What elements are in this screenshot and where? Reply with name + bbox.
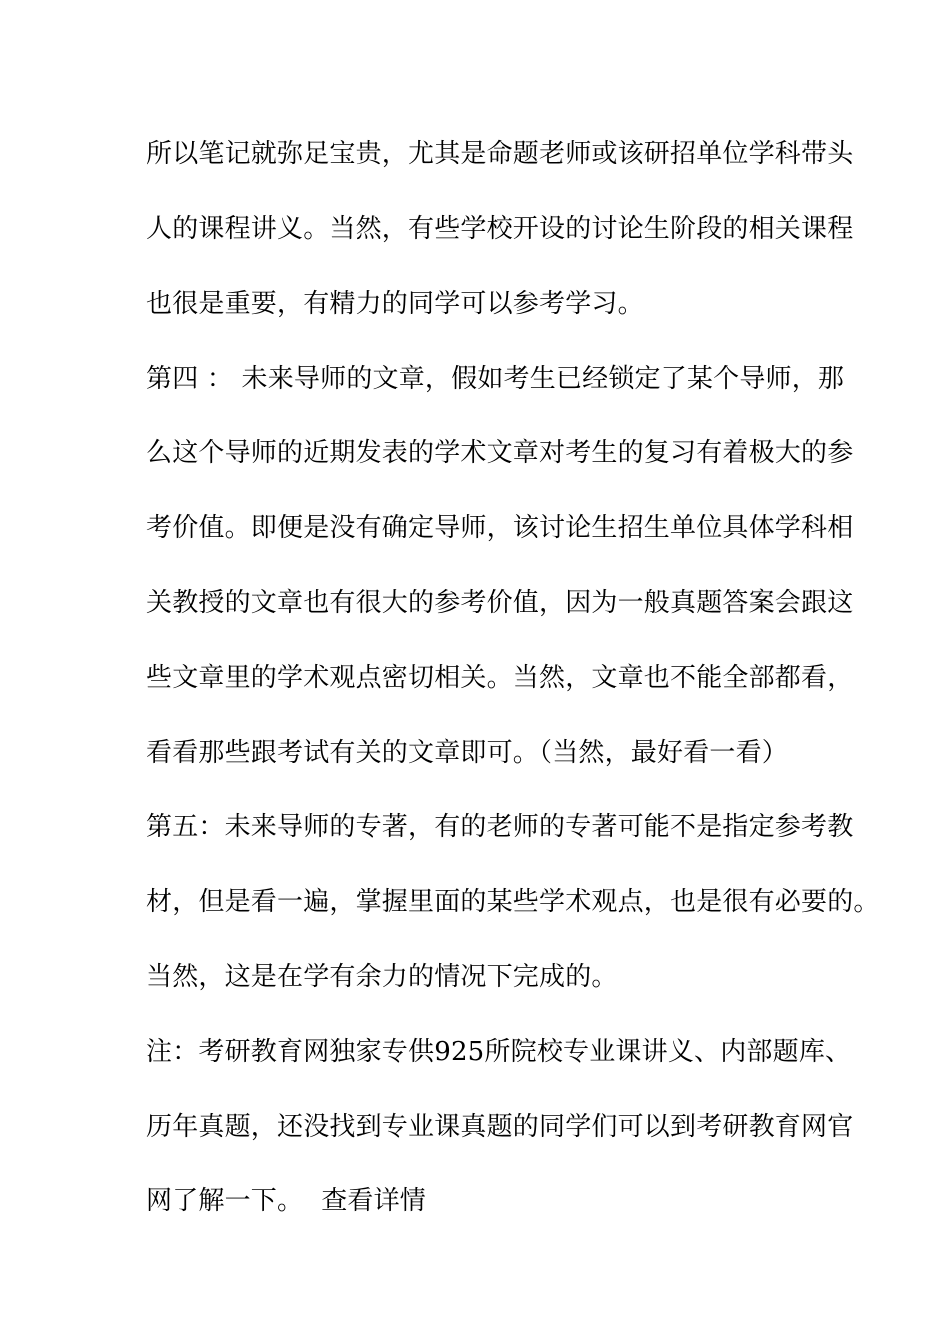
text-line-11: 材，但是看一遍，掌握里面的某些学术观点，也是很有必要的。 xyxy=(146,887,880,917)
text-line-5: 么这个导师的近期发表的学术文章对考生的复习有着极大的参 xyxy=(146,438,854,468)
text-line-15-text: 网了解一下。 xyxy=(146,1186,304,1216)
text-line-14: 历年真题，还没找到专业课真题的同学们可以到考研教育网官 xyxy=(146,1112,854,1142)
text-line-6: 考价值。即便是没有确定导师，该讨论生招生单位具体学科相 xyxy=(146,513,854,543)
text-line-9: 看看那些跟考试有关的文章即可。（当然，最好看一看） xyxy=(146,738,789,768)
text-line-1: 所以笔记就弥足宝贵，尤其是命题老师或该研招单位学科带头 xyxy=(146,139,854,169)
text-line-7: 关教授的文章也有很大的参考价值，因为一般真题答案会跟这 xyxy=(146,588,854,618)
text-line-10: 第五：未来导师的专著，有的老师的专著可能不是指定参考教 xyxy=(146,812,854,842)
text-line-3: 也很是重要，有精力的同学可以参考学习。 xyxy=(146,289,644,319)
text-line-13: 注：考研教育网独家专供925所院校专业课讲义、内部题库、 xyxy=(146,1037,852,1067)
text-line-15 xyxy=(146,1184,826,1218)
text-line-12: 当然，这是在学有余力的情况下完成的。 xyxy=(146,962,618,992)
text-line-2: 人的课程讲义。当然，有些学校开设的讨论生阶段的相关课程 xyxy=(146,214,854,244)
view-details-link[interactable]: 查看详情 xyxy=(321,1186,427,1216)
text-line-8: 些文章里的学术观点密切相关。当然，文章也不能全部都看， xyxy=(146,663,854,693)
text-line-4: 第四 ： 未来导师的文章，假如考生已经锁定了某个导师，那 xyxy=(146,364,845,394)
